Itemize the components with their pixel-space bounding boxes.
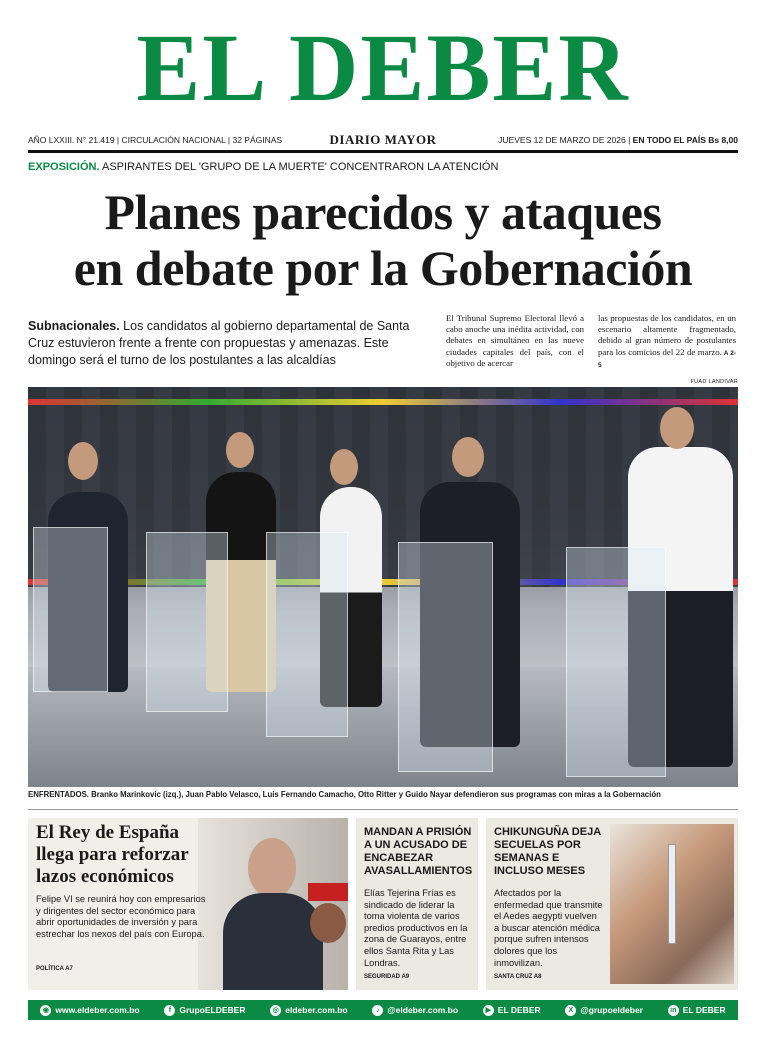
podium	[146, 532, 228, 712]
price: EN TODO EL PAÍS Bs 8,00	[632, 135, 738, 145]
footer-item-x[interactable]	[565, 1005, 643, 1016]
paper-tagline: DIARIO MAYOR	[329, 132, 437, 147]
podium	[566, 547, 666, 777]
story-title: CHIKUNGUÑA DEJA SECUELAS POR SEMANAS E INCLUSO MESES	[494, 826, 601, 877]
candidate-5-head	[660, 407, 694, 449]
lead-label: Subnacionales.	[28, 319, 120, 333]
footer-label: www.eldeber.com.bo	[55, 1005, 140, 1015]
date-price	[498, 135, 738, 145]
story-title: El Rey de España llega para reforzar lazos económicos	[36, 822, 189, 887]
footer-label: @grupoeldeber	[580, 1005, 643, 1015]
footer-label: @eldeber.com.bo	[387, 1005, 459, 1015]
king-suit	[223, 893, 323, 990]
kicker	[28, 161, 498, 173]
column-2-text: las propuestas de los candidatos, en un escenario altamente fragmentado, debido al gran número de postulantes para los comicios del 22 de marzo.	[598, 313, 736, 357]
footer-item-tiktok[interactable]	[372, 1005, 458, 1016]
kicker-text: ASPIRANTES DEL 'GRUPO DE LA MUERTE' CONCENTRARON LA ATENCIÓN	[99, 161, 499, 173]
story-section: SEGURIDAD A9	[364, 974, 410, 980]
footer-label: GrupoELDEBER	[179, 1005, 246, 1015]
lead-paragraph	[28, 318, 428, 369]
story-prison[interactable]	[356, 818, 478, 990]
footer-item-instagram[interactable]	[270, 1005, 347, 1016]
x-icon: X	[565, 1005, 576, 1016]
footer-item-facebook[interactable]	[164, 1005, 245, 1016]
youtube-icon: ▶	[483, 1005, 494, 1016]
king-head	[248, 838, 296, 898]
footer-label: EL DEBER	[682, 1005, 726, 1015]
tiktok-icon: ♪	[372, 1005, 383, 1016]
candidate-3-head	[330, 449, 358, 485]
lead-text: Los candidatos al gobierno departamental de Santa Cruz estuvieron frente a frente con propuestas y amenazas. Este domingo será el turno de los postulantes a las alcaldías	[28, 319, 410, 367]
debate-photo[interactable]	[28, 387, 738, 787]
podium	[266, 532, 348, 737]
page-reference: A 2-5	[598, 349, 736, 369]
linkedin-icon: in	[668, 1005, 679, 1016]
footer-label: eldeber.com.bo	[285, 1005, 348, 1015]
section-divider	[28, 809, 738, 810]
podium	[398, 542, 493, 772]
kicker-tag: EXPOSICIÓN.	[28, 161, 100, 173]
story-body: Felipe VI se reunirá hoy con empresarios y dirigentes del sector económico para abrir oportunidades de inversión y para estrechar los nexos del país con Europa.	[36, 894, 206, 939]
story-section: SANTA CRUZ A8	[494, 974, 542, 980]
footer-item-linkedin[interactable]	[668, 1005, 726, 1016]
footer-bar	[28, 1000, 738, 1020]
story-chikungunya[interactable]	[486, 818, 738, 990]
photo-credit: FUAD LANDIVAR	[690, 379, 738, 385]
story-body: Elías Tejerina Frías es sindicado de liderar la toma violenta de varios predios productivos en la zona de Guarayos, entre ellos Santa Rita y Las Londras.	[364, 888, 468, 968]
masthead-logo: EL DEBER	[136, 14, 630, 121]
candidate-1-head	[68, 442, 98, 480]
headline-line2: en debate por la Gobernación	[73, 240, 693, 296]
king-photo	[198, 818, 348, 990]
syringe	[668, 844, 676, 944]
photo-caption: ENFRENTADOS. Branko Marinkovic (izq.), Juan Pablo Velasco, Luis Fernando Camacho, Otto Ritter y Guido Nayar defendieron sus programas con miras a la Gobernación	[28, 790, 661, 799]
instagram-icon: ◎	[270, 1005, 281, 1016]
guard-hat	[308, 883, 348, 901]
guard-face	[310, 903, 346, 943]
body-column-2	[598, 313, 736, 371]
info-bar	[28, 133, 738, 153]
podium	[33, 527, 108, 692]
story-section: POLÍTICA A7	[36, 966, 73, 972]
issue-date: JUEVES 12 DE MARZO DE 2026 |	[498, 135, 633, 145]
web-icon: ◉	[40, 1005, 51, 1016]
story-body: Afectados por la enfermedad que transmite el Aedes aegypti vuelven a buscar atención médica porque sufren intensos dolores que los inmovilizan.	[494, 888, 603, 968]
story-title: MANDAN A PRISIÓN A UN ACUSADO DE ENCABEZAR AVASALLAMIENTOS	[364, 826, 473, 877]
footer-item-youtube[interactable]	[483, 1005, 541, 1016]
facebook-icon: f	[164, 1005, 175, 1016]
candidate-4-head	[452, 437, 484, 477]
color-stripe	[28, 399, 738, 405]
candidate-2-head	[226, 432, 254, 468]
edition-info: AÑO LXXIII. N° 21.419 | CIRCULACIÓN NACIONAL | 32 PÁGINAS	[28, 135, 283, 145]
vaccine-photo	[610, 824, 734, 984]
footer-label: EL DEBER	[497, 1005, 541, 1015]
story-king-spain[interactable]	[28, 818, 348, 990]
body-column-1: El Tribunal Supremo Electoral llevó a cabo anoche una inédita actividad, con debates en simultáneo en las nueve ciudades capitales del país, con el objetivo de acercar	[446, 313, 584, 368]
main-headline[interactable]	[20, 184, 746, 296]
headline-line1: Planes parecidos y ataques	[104, 184, 662, 240]
footer-item-web[interactable]	[40, 1005, 139, 1016]
